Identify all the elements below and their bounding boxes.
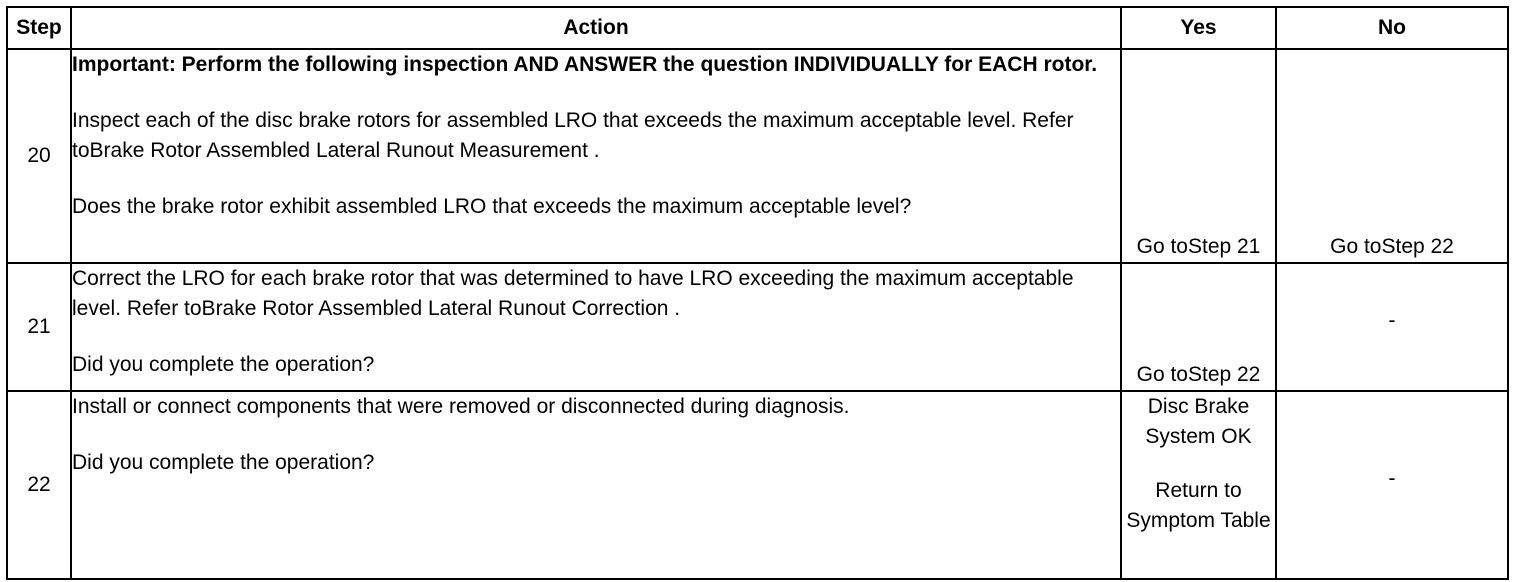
no-cell: Go toStep 22	[1276, 49, 1508, 263]
header-row	[7, 7, 1508, 49]
yes-result-return: Return to Symptom Table	[1126, 479, 1271, 532]
action-cell	[71, 263, 1121, 391]
action-question: Did you complete the operation?	[72, 451, 375, 474]
step-number: 22	[7, 391, 71, 579]
action-question: Does the brake rotor exhibit assembled LRO that exceeds the maximum acceptable level?	[72, 195, 912, 218]
diagnostic-table	[6, 6, 1509, 580]
yes-cell: Go toStep 22	[1121, 263, 1276, 391]
no-dash: -	[1388, 467, 1396, 490]
step-number: 20	[7, 49, 71, 263]
yes-result-ok: Disc Brake System OK	[1145, 395, 1252, 448]
action-instruction: Correct the LRO for each brake rotor that was determined to have LRO exceeding the maximum acceptable level. Refer toBrake Rotor Assembled Lateral Runout Correction .	[72, 267, 1074, 320]
no-dash: -	[1388, 309, 1396, 332]
action-cell	[71, 49, 1121, 263]
table-row-step-22	[7, 391, 1508, 579]
header-action: Action	[71, 7, 1121, 49]
important-note: Important: Perform the following inspection AND ANSWER the question INDIVIDUALLY for EACH rotor.	[72, 53, 1098, 76]
action-cell	[71, 391, 1121, 579]
step-number: 21	[7, 263, 71, 391]
yes-cell	[1121, 391, 1276, 579]
header-no: No	[1276, 7, 1508, 49]
table-row-step-20	[7, 49, 1508, 263]
action-instruction: Install or connect components that were removed or disconnected during diagnosis.	[72, 395, 850, 418]
no-cell	[1276, 263, 1508, 391]
table-row-step-21	[7, 263, 1508, 391]
header-yes: Yes	[1121, 7, 1276, 49]
action-question: Did you complete the operation?	[72, 353, 375, 376]
no-cell	[1276, 391, 1508, 579]
yes-cell: Go toStep 21	[1121, 49, 1276, 263]
action-instruction: Inspect each of the disc brake rotors for assembled LRO that exceeds the maximum acceptable level. Refer toBrake Rotor Assembled Lateral Runout Measurement .	[72, 109, 1074, 162]
header-step: Step	[7, 7, 71, 49]
